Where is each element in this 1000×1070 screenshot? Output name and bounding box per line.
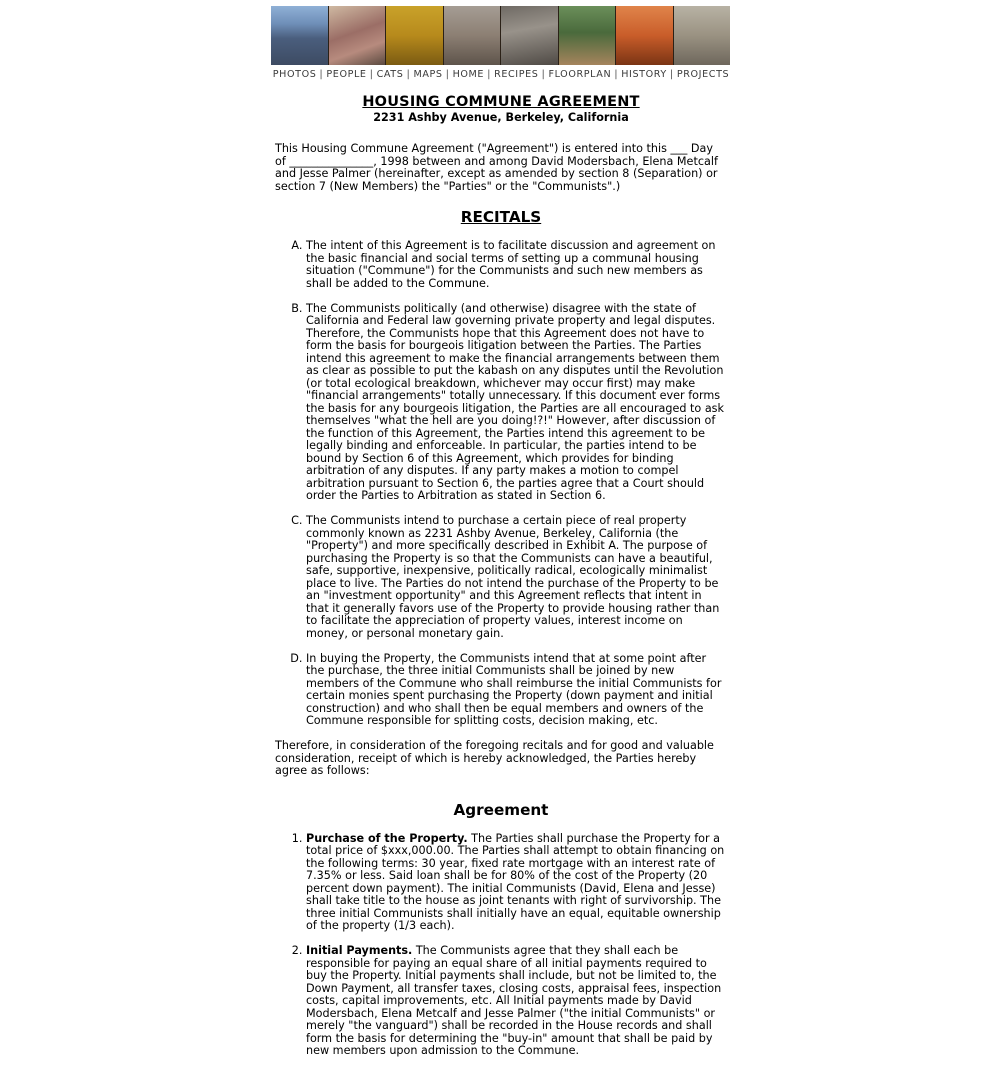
nav-bar bbox=[271, 67, 731, 81]
agreement-item-text: The Parties shall purchase the Property for a total price of $xxx,000.00. The Parties shall attempt to obtain financing on the following terms: 30 year, fixed rate mortgage with an interest rate of 7.35% or less. Said loan shall be for 80% of the cost of the Property (20 percent down payment). The initial Communists (David, Elena and Jesse) shall take title to the house as joint tenants with right of survivorship. The three initial Communists shall initially have an equal, equitable ownership of the property (1/3 each). bbox=[306, 831, 725, 932]
page bbox=[271, 6, 731, 1070]
banner-photo-anarchy bbox=[444, 6, 502, 65]
nav-link-photos[interactable]: PHOTOS bbox=[272, 68, 317, 80]
banner-photo-door bbox=[674, 6, 731, 65]
banner-photo-people bbox=[329, 6, 387, 65]
nav-link-home[interactable]: HOME bbox=[452, 68, 485, 80]
recital-item: B. The Communists politically (and otherwise) disagree with the state of California and Federal law governing private property and legal disputes. Therefore, the Communists hope that this Agreement does not have to form the basis for bourgeois litigation between the Parties. The Parties intend this agreement to make the financial arrangements between them as clear as possible to put the kabash on any disputes until the Revolution (or total ecological breakdown, whichever may occur first) may make "financial arrangements" totally unnecessary. If this document ever forms the basis for any bourgeois litigation, the Parties are all encouraged to ask themselves "what the hell are you doing!?!" However, after discussion of the function of this Agreement, the Parties intend this agreement to be legally binding and enforceable. In particular, the parties intend to be bound by Section 6 of this Agreement, which provides for binding arbitration of any disputes. If any party makes a motion to compel arbitration pursuant to Section 6, the parties agree that a Court should order the Parties to Arbitration as stated in Section 6. bbox=[306, 303, 727, 503]
agreement-item bbox=[306, 945, 727, 1058]
banner-photo-debris bbox=[501, 6, 559, 65]
therefore-paragraph: Therefore, in consideration of the foregoing recitals and for good and valuable consideration, receipt of which is hereby acknowledged, the Parties hereby agree as follows: bbox=[275, 739, 714, 777]
banner-photo-house bbox=[271, 6, 329, 65]
photo-banner bbox=[271, 6, 730, 65]
agreement-item bbox=[306, 833, 727, 933]
agreement-heading: Agreement bbox=[453, 800, 549, 819]
agreement-item-text: The Communists agree that they shall each be responsible for paying an equal share of all initial payments required to buy the Property. Initial payments shall include, but not be limited to, the Down Payment, all transfer taxes, closing costs, appraisal fees, inspection costs, capital improvements, etc. All Initial payments made by David Modersbach, Elena Metcalf and Jesse Palmer ("the initial Communists" or merely "the vanguard") shall be recorded in the House records and shall form the basis for determining the "buy-in" amount that shall be paid by new members upon admission to the Commune. bbox=[306, 944, 722, 1057]
document-body bbox=[271, 94, 731, 1058]
nav-separator: | bbox=[614, 68, 619, 80]
page-title: HOUSING COMMUNE AGREEMENT bbox=[362, 94, 640, 110]
recital-item: D. In buying the Property, the Communists intend that at some point after the purchase, the three initial Communists shall be joined by new members of the Commune who shall reimburse the initial Communists for certain monies spent purchasing the Property (down payment and initial construction) and who shall then be equal members and owners of the Commune responsible for splitting costs, decision making, etc. bbox=[306, 653, 727, 728]
nav-link-floorplan[interactable]: FLOORPLAN bbox=[548, 68, 612, 80]
recitals-list bbox=[275, 240, 727, 728]
banner-photo-candles bbox=[616, 6, 674, 65]
agreement-item-title: Initial Payments. bbox=[306, 944, 413, 957]
recital-item: A. The intent of this Agreement is to facilitate discussion and agreement on the basic financial and social terms of setting up a communal housing situation ("Commune") for the Communists and such new members as shall be added to the Commune. bbox=[306, 240, 727, 290]
agreement-list bbox=[275, 833, 727, 1058]
nav-separator: | bbox=[319, 68, 324, 80]
recitals-heading: RECITALS bbox=[460, 208, 542, 226]
nav-link-recipes[interactable]: RECIPES bbox=[494, 68, 539, 80]
nav-separator: | bbox=[669, 68, 674, 80]
banner-photo-wall bbox=[386, 6, 444, 65]
nav-link-people[interactable]: PEOPLE bbox=[326, 68, 367, 80]
nav-separator: | bbox=[541, 68, 546, 80]
nav-link-projects[interactable]: PROJECTS bbox=[676, 68, 730, 80]
page-subtitle: 2231 Ashby Avenue, Berkeley, California bbox=[373, 111, 629, 124]
nav-separator: | bbox=[487, 68, 492, 80]
nav-link-maps[interactable]: MAPS bbox=[413, 68, 443, 80]
nav-separator: | bbox=[445, 68, 450, 80]
nav-link-history[interactable]: HISTORY bbox=[621, 68, 667, 80]
nav-separator: | bbox=[406, 68, 411, 80]
agreement-item-title: Purchase of the Property. bbox=[306, 831, 468, 845]
recital-item: C. The Communists intend to purchase a certain piece of real property commonly known as 2231 Ashby Avenue, Berkeley, California (the "Property") and more specifically described in Exhibit A. The purpose of purchasing the Property is so that the Communists can have a beautiful, safe, supportive, inexpensive, politically radical, ecologically minimalist place to live. The Parties do not intend the purchase of the Property to be an "investment opportunity" and this Agreement reflects that intent in that it generally favors use of the Property to provide housing rather than to facilitate the appreciation of property values, interest income on money, or personal monetary gain. bbox=[306, 515, 727, 640]
banner-photo-garden bbox=[559, 6, 617, 65]
nav-link-cats[interactable]: CATS bbox=[376, 68, 404, 80]
nav-separator: | bbox=[369, 68, 374, 80]
intro-paragraph: This Housing Commune Agreement ("Agreement") is entered into this ___ Day of _______________, 1998 between and among David Modersbach, Elena Metcalf and Jesse Palmer (hereinafter, except as amended by section 8 (Separation) or section 7 (New Members) the "Parties" or the "Communists".) bbox=[275, 142, 718, 193]
